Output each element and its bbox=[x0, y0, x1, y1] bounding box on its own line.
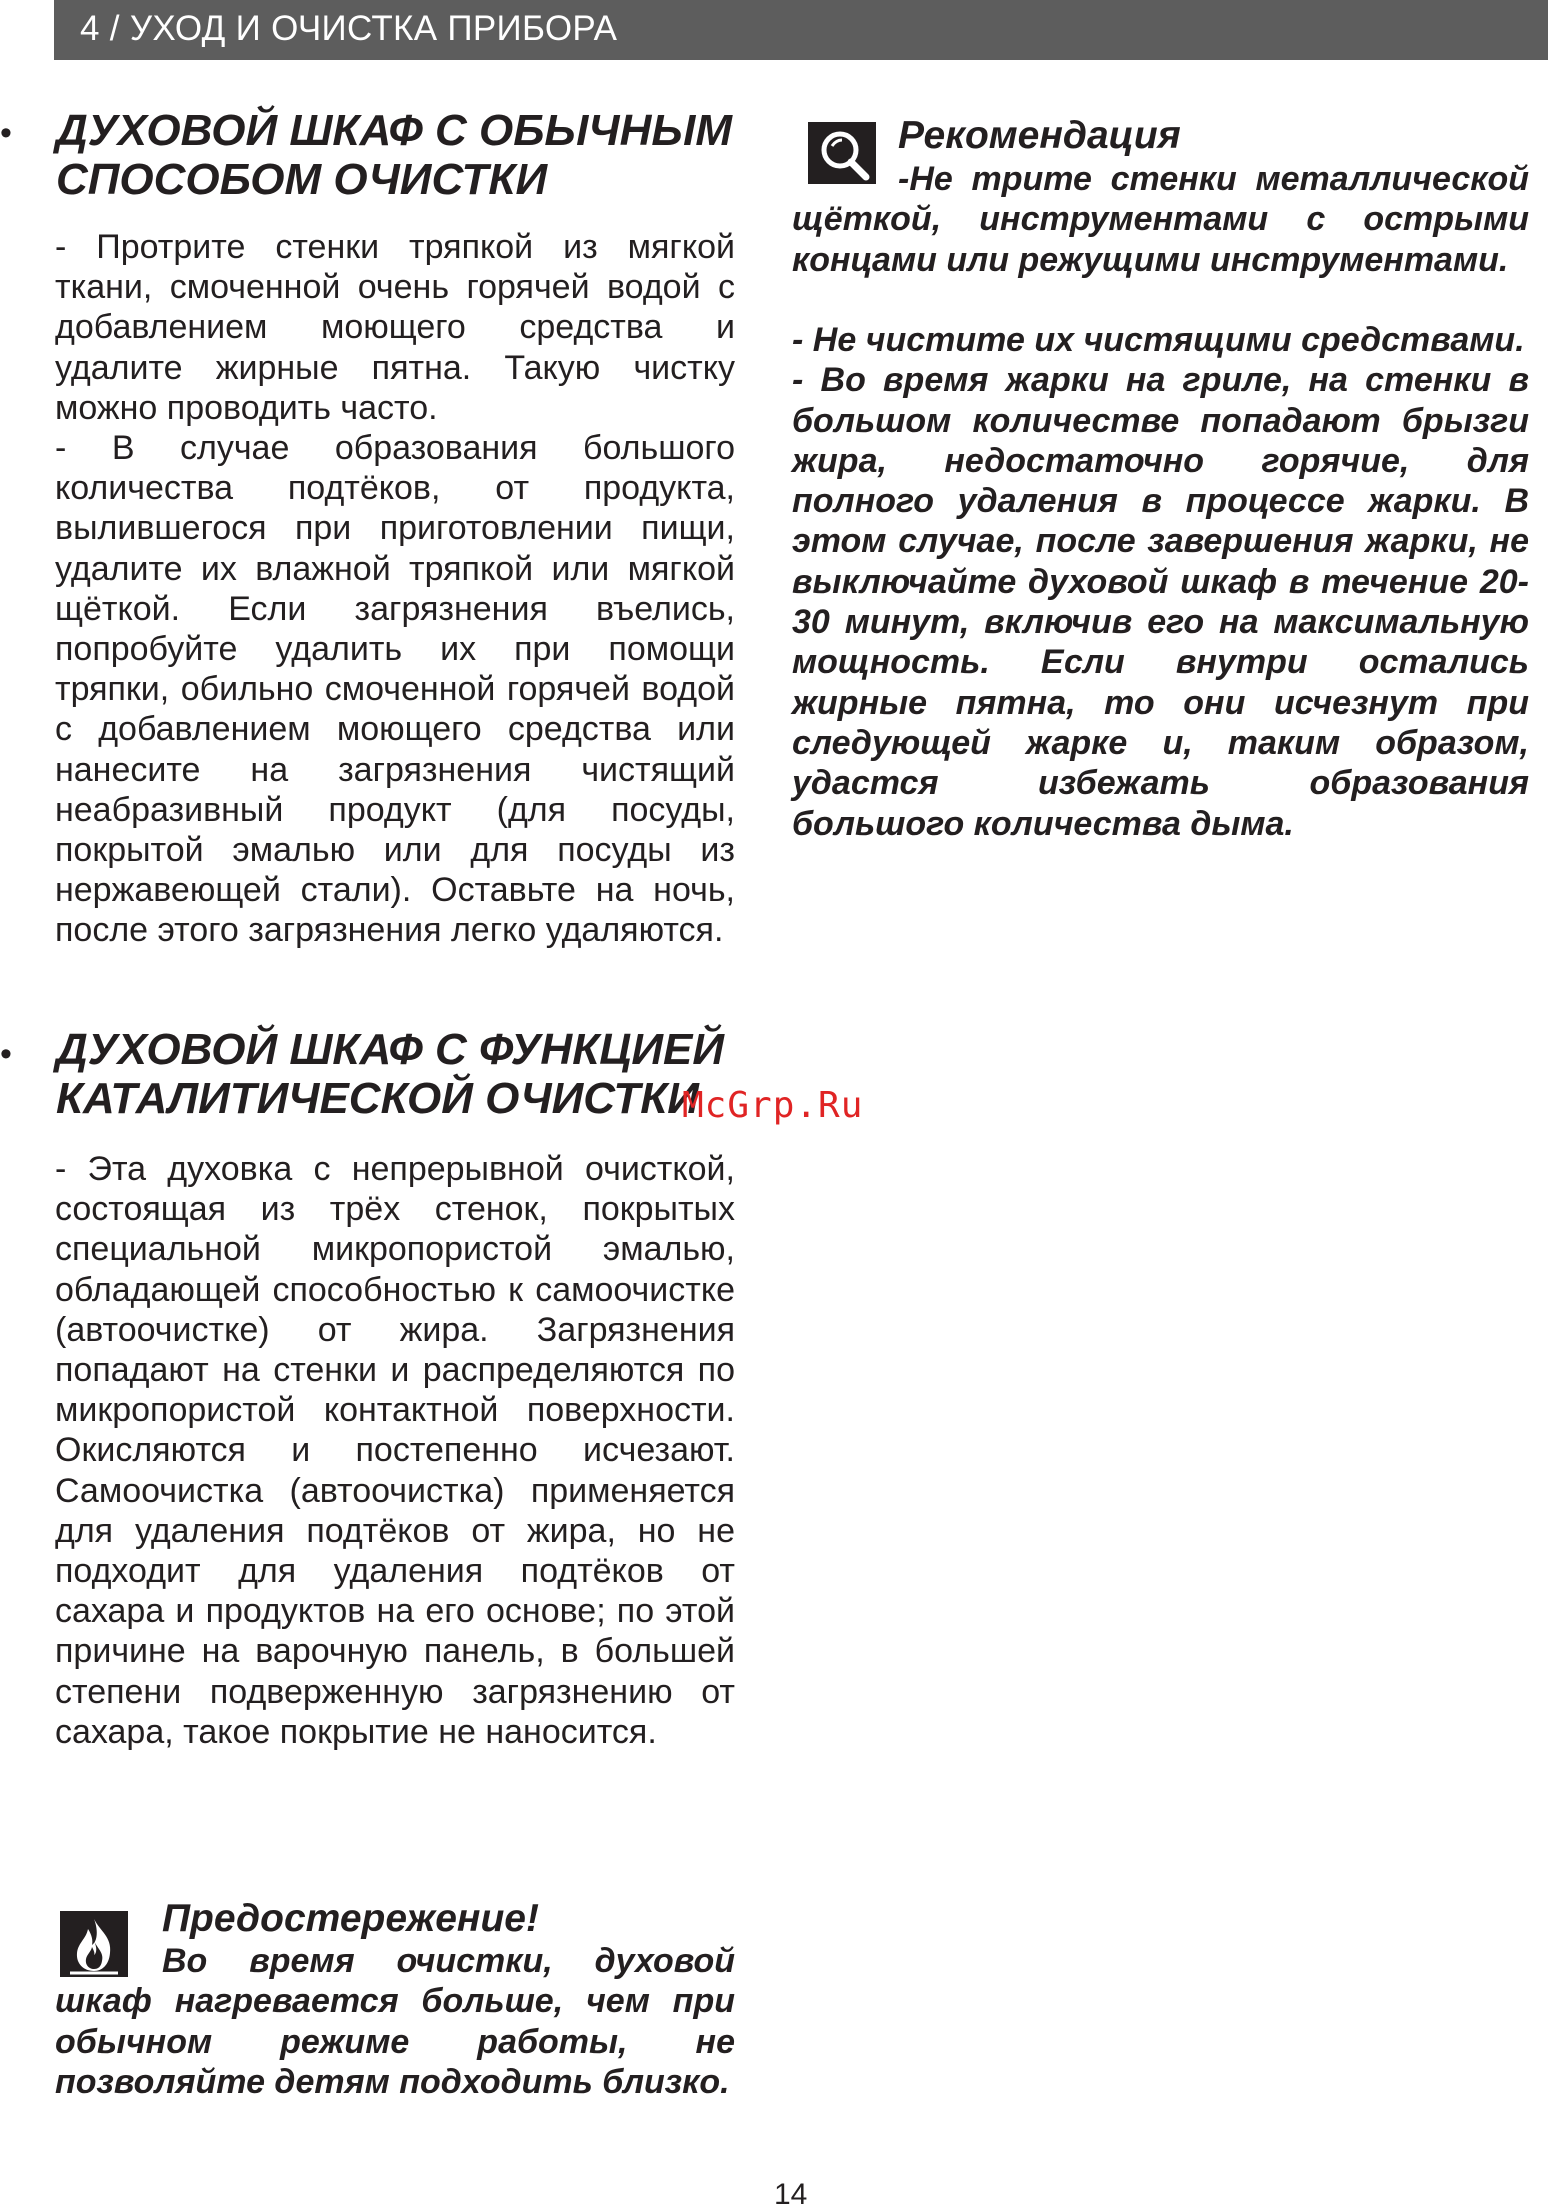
paragraph: - Не чистите их чистящими средствами. bbox=[792, 321, 1525, 359]
bullet-marker: • bbox=[0, 1035, 12, 1073]
warning-text bbox=[55, 1941, 735, 2102]
recommendation-text bbox=[792, 320, 1529, 844]
paragraph: - Протрите стенки тряпкой из мягкой ткани, смоченной очень горячей водой с добавлением моющего средства и удалите жирные пятна. Такую чистку можно проводить часто. bbox=[55, 228, 735, 427]
section-header-bar bbox=[54, 0, 1548, 60]
heading-line: КАТАЛИТИЧЕСКОЙ ОЧИСТКИ bbox=[56, 1074, 699, 1123]
heading-line: ДУХОВОЙ ШКАФ С ОБЫЧНЫМ bbox=[56, 106, 733, 155]
warning-title: Предостережение! bbox=[162, 1897, 539, 1940]
paragraph: - В случае образования большого количества подтёков, от продукта, вылившегося при приготовлении пищи, удалите их влажной тряпкой или мягкой щёткой. Если загрязнения въелись, попробуйте удалить их при помощи тряпки, обильно смоченной горячей водой с добавлением моющего средства или нанесите на загрязнения чистящий неабразивный продукт (для посуды, покрытой эмалью или для посуды из нержавеющей стали). Оставьте на ночь, после этого загрязнения легко удаляются. bbox=[55, 429, 735, 950]
paragraph: Во время очистки, духовой шкаф нагревается больше, чем при обычном режиме работы, не позволяйте детям подходить близко. bbox=[55, 1942, 735, 2101]
section-body bbox=[55, 227, 735, 951]
heading-line: ДУХОВОЙ ШКАФ С ФУНКЦИЕЙ bbox=[56, 1025, 724, 1074]
paragraph: -Не трите стенки металлической щёткой, инструментами с острыми концами или режущими инструментами. bbox=[792, 160, 1529, 279]
page-number: 14 bbox=[774, 2178, 808, 2211]
section-heading bbox=[56, 106, 756, 204]
section-heading bbox=[56, 1025, 756, 1123]
section-body bbox=[55, 1149, 735, 1752]
recommendation-text bbox=[792, 159, 1529, 280]
recommendation-title: Рекомендация bbox=[898, 114, 1181, 157]
section-header-title: 4 / УХОД И ОЧИСТКА ПРИБОРА bbox=[80, 9, 618, 48]
paragraph: - Во время жарки на гриле, на стенки в большом количестве попадают брызги жира, недостаточно горячие, для полного удаления в процессе жарки. В этом случае, после завершения жарки, не выключайте духовой шкаф в течение 20-30 минут, включив его на максимальную мощность. Если внутри остались жирные пятна, то они исчезнут при следующей жарке и, таким образом, удастся избежать образования большого количества дыма. bbox=[792, 361, 1529, 843]
heading-line: СПОСОБОМ ОЧИСТКИ bbox=[56, 155, 548, 204]
paragraph: - Эта духовка с непрерывной очисткой, состоящая из трёх стенок, покрытых специальной микропористой эмалью, обладающей способностью к самоочистке (автоочистке) от жира. Загрязнения попадают на стенки и распределяются по микропористой контактной поверхности. Окисляются и постепенно исчезают. Самоочистка (автоочистка) применяется для удаления подтёков от жира, но не подходит для удаления подтёков от сахара и продуктов на его основе; по этой причине на варочную панель, в большей степени подверженную загрязнению от сахара, такое покрытие не наносится. bbox=[55, 1150, 735, 1751]
bullet-marker: • bbox=[0, 114, 12, 152]
watermark: McGrp.Ru bbox=[682, 1085, 864, 1126]
